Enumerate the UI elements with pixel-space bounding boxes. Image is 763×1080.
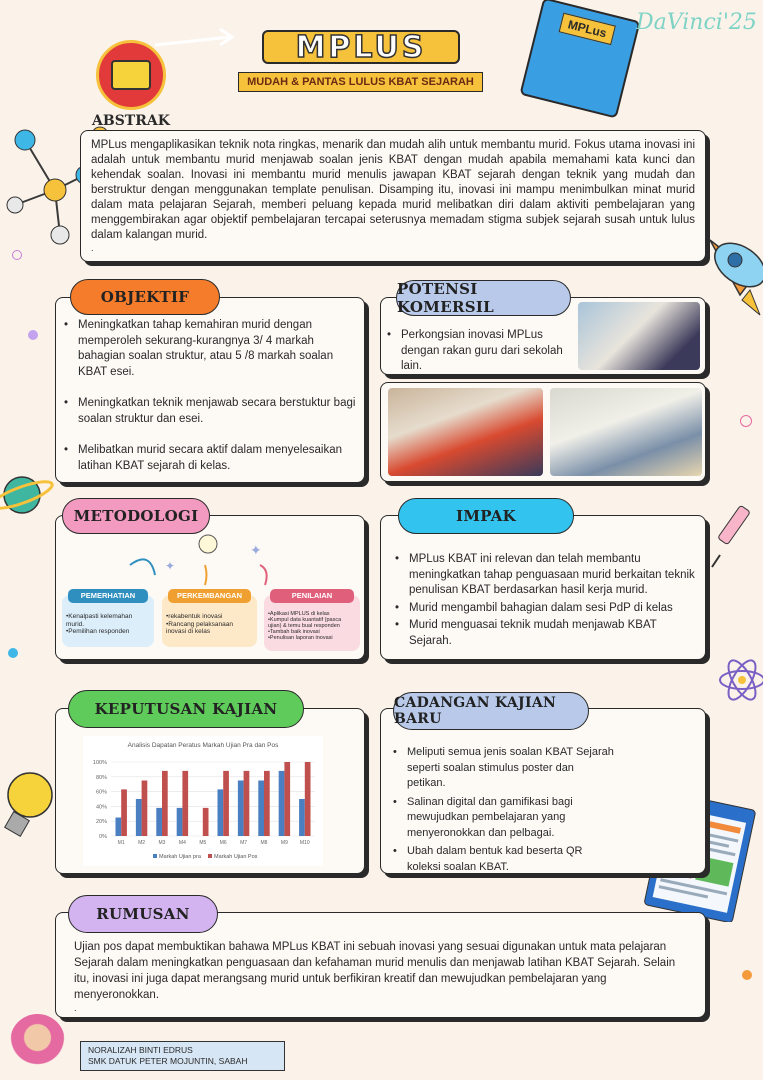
y-tick-label: 100% — [92, 760, 107, 766]
meto-card-line: •Pemilihan responden — [66, 628, 130, 635]
rumusan-tail: . — [74, 1003, 77, 1013]
page-title: MPLUS — [295, 29, 427, 65]
bar-pos — [284, 762, 290, 836]
legend-swatch-pos — [208, 854, 212, 858]
objektif-label: OBJEKTIF — [100, 288, 190, 306]
metodologi-pill — [62, 498, 210, 534]
book-label: MPLus — [559, 13, 616, 45]
objektif-item: • Meningkatkan tahap kemahiran murid dengan memperoleh sekurang-kurangnya 3/ 4 markah bahagian soalan struktur, atau 5 /8 markah soalan KBAT esei. — [60, 318, 356, 380]
x-tick-label: M1 — [117, 840, 125, 846]
keputusan-label: KEPUTUSAN KAJIAN — [94, 700, 278, 718]
rumusan-label: RUMUSAN — [96, 905, 190, 923]
photo-students-1 — [388, 388, 543, 476]
meto-card-title: PEMERHATIAN — [68, 589, 148, 603]
y-tick-label: 80% — [95, 774, 107, 781]
meto-card-line: •Penulisan laporan inovasi — [268, 635, 333, 641]
cadangan-label: CADANGAN KAJIAN BARU — [394, 695, 557, 727]
bar-pos — [203, 808, 209, 836]
bar-pra — [238, 781, 244, 837]
legend-pra: Markah Ujian pra — [159, 854, 201, 860]
meto-card-pemerhatian — [62, 591, 154, 647]
planet-icon — [0, 455, 60, 535]
bar-pra — [156, 808, 162, 836]
meto-card-title: PERKEMBANGAN — [168, 589, 251, 603]
x-tick-label: M7 — [240, 840, 248, 846]
potensi-item: • Perkongsian inovasi MPLus dengan rakan guru dari sekolah lain. — [383, 328, 573, 375]
abstrak-label: ABSTRAK — [92, 113, 170, 129]
potensi-label: POTENSI KOMERSIL — [397, 280, 494, 316]
process-arrows — [110, 530, 280, 590]
cadangan-item: • Meliputi semua jenis soalan KBAT Sejarah seperti soalan stimulus poster dan petikan. — [389, 745, 615, 792]
meto-card-line: •rekabentuk inovasi — [166, 613, 223, 620]
meto-card-line: •Tambah baik inovasi — [268, 629, 320, 635]
impak-item: • Murid menguasai teknik mudah menjawab KBAT Sejarah. — [391, 618, 695, 649]
abstrak-box — [80, 130, 706, 262]
bar-pra — [217, 789, 223, 836]
meto-card-title: PENILAIAN — [270, 589, 354, 603]
bar-pra — [299, 799, 305, 836]
cadangan-item: • Ubah dalam bentuk kad beserta QR koleksi soalan KBAT. — [389, 844, 615, 875]
objektif-box — [55, 297, 365, 483]
meto-card-line: •Aplikasi MPLUS di kelas — [268, 611, 330, 617]
x-tick-label: M3 — [158, 840, 166, 846]
bar-pos — [305, 762, 311, 836]
cadangan-item: • Salinan digital dan gamifikasi bagi mewujudkan pembelajaran yang menyeronokkan dan pelbagai. — [389, 795, 615, 842]
author-name: NORALIZAH BINTI EDRUS — [88, 1045, 193, 1055]
author-avatar — [10, 1014, 65, 1076]
rumusan-pill — [68, 895, 218, 933]
meto-card-line: •Rancang pelaksanaan inovasi di kelas — [166, 620, 233, 635]
meto-card-perkembangan — [162, 591, 257, 647]
photo-students-2 — [550, 388, 702, 476]
potensi-pill — [396, 280, 571, 316]
bar-pra — [115, 818, 121, 837]
photo-teachers — [578, 302, 700, 370]
y-tick-label: 40% — [95, 804, 107, 811]
x-tick-label: M4 — [178, 840, 186, 846]
x-tick-label: M10 — [299, 840, 310, 846]
bar-pra — [177, 808, 183, 836]
impak-box — [380, 515, 706, 660]
bar-pos — [142, 781, 148, 837]
bar-pra — [258, 781, 264, 837]
decor-dot — [8, 648, 18, 658]
decor-dot — [742, 970, 752, 980]
objektif-item: • Meningkatkan teknik menjawab secara berstuktur bagi soalan struktur dan esei. — [60, 396, 356, 427]
book-image — [519, 0, 640, 119]
decor-dot — [12, 250, 22, 260]
objektif-item: • Melibatkan murid secara aktif dalam menyelesaikan latihan KBAT sejarah di kelas. — [60, 443, 356, 474]
x-tick-label: M6 — [219, 840, 227, 846]
decor-dot — [28, 330, 38, 340]
bar-pos — [182, 771, 188, 836]
syringe-icon — [710, 495, 763, 570]
decor-dot — [740, 415, 752, 427]
lightbulb-icon — [0, 755, 60, 845]
rumusan-text: Ujian pos dapat membuktikan bahawa MPLus KBAT ini sebuah inovasi yang sesuai digunakan untuk mata pelajaran Sejarah dalam meningkatkan penguasaan dan kefahaman murid menulis dan menjawab latihan KBAT Sejarah. Selain itu, inovasi ini juga dapat merangsang murid untuk berfikiran kreatif dan mewujudkan pembelajaran yang menyeronokkan. — [74, 941, 676, 1001]
x-tick-label: M5 — [199, 840, 207, 846]
legend-pos: Markah Ujian Pos — [214, 854, 258, 860]
bar-pra — [136, 799, 142, 836]
impak-pill — [398, 498, 574, 534]
y-tick-label: 60% — [95, 789, 107, 796]
abstrak-text: MPLus mengaplikasikan teknik nota ringkas, menarik dan mudah alih untuk membantu murid. Fokus utama inovasi ini adalah untuk membantu murid menjawab soalan jenis KBAT dengan mudah apabila memahami kata kunci dan kehendak soalan. Inovasi ini membantu murid menulis jawapan KBAT sejarah dengan teknik yang mudah dan berstruktur dengan menggunakan template penulisan. Disamping itu, inovasi ini mampu menimbulkan minat murid dalam mata pelajaran Sejarah, memberi peluang kepada murid melibatkan diri dalam aktiviti pembelajaran yang menggembirakan agar objektif pembelajaran tercapai seterusnya memadam stigma subjek sejarah susah untuk lulus dalam kalangan murid. — [91, 139, 695, 241]
bar-pos — [162, 771, 168, 836]
author-school: SMK DATUK PETER MOJUNTIN, SABAH — [88, 1056, 248, 1066]
keputusan-pill — [68, 690, 304, 728]
bar-pos — [264, 771, 270, 836]
bar-pra — [279, 771, 285, 836]
subtitle-banner — [238, 72, 483, 92]
metodologi-label: METODOLOGI — [73, 507, 199, 525]
y-tick-label: 20% — [95, 819, 107, 826]
arrow-decoration — [150, 25, 260, 65]
chart-title: Analisis Dapatan Peratus Markah Ujian Pra dan Pos — [127, 742, 279, 749]
author-card — [80, 1041, 285, 1071]
bar-pos — [121, 789, 127, 836]
y-tick-label: 0% — [99, 834, 107, 840]
impak-item: • MPLus KBAT ini relevan dan telah membantu meningkatkan tahap penguasaan murid berkaitan teknik penulisan KBAT berdasarkan hasil kerja murid. — [391, 552, 695, 599]
bar-pos — [244, 771, 250, 836]
title-banner — [262, 30, 460, 64]
cadangan-pill — [393, 692, 589, 730]
x-tick-label: M8 — [260, 840, 268, 846]
svg-text:✦: ✦ — [250, 542, 262, 558]
abstrak-tail: . — [91, 243, 94, 253]
atom-icon — [712, 640, 763, 720]
results-chart — [83, 736, 323, 866]
impak-item: • Murid mengambil bahagian dalam sesi PdP di kelas — [391, 601, 695, 617]
page-subtitle: MUDAH & PANTAS LULUS KBAT SEJARAH — [247, 76, 474, 88]
meto-card-line: •Kumpul data kuantatif (pasca ujian) & temu bual responden — [268, 617, 342, 629]
legend-swatch-pra — [153, 854, 157, 858]
meto-card-line: •Kenalpasti kelemahan murid. — [66, 613, 133, 628]
svg-text:✦: ✦ — [165, 559, 176, 573]
cadangan-box — [380, 708, 706, 874]
bar-pos — [223, 771, 229, 836]
x-tick-label: M9 — [280, 840, 288, 846]
rocket-icon — [700, 220, 763, 330]
impak-label: IMPAK — [456, 507, 516, 525]
meto-card-penilaian — [264, 591, 360, 651]
objektif-pill — [70, 279, 220, 315]
x-tick-label: M2 — [138, 840, 146, 846]
signature: DaVinci'25 — [636, 10, 757, 35]
